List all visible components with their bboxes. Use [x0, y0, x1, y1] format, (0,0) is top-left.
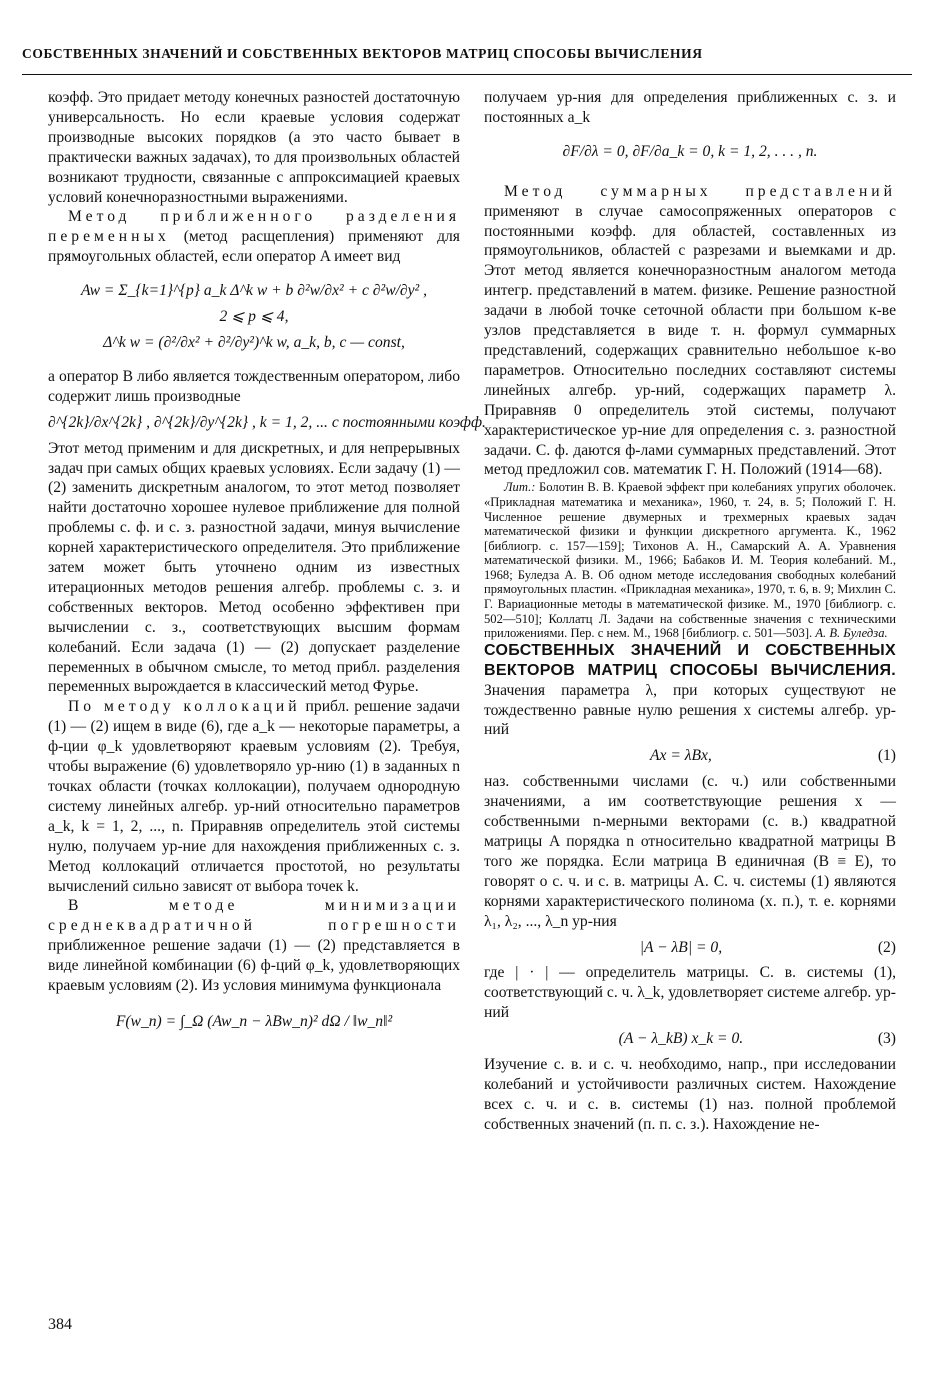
formula: Aw = Σ_{k=1}^{p} a_k Δ^k w + b ∂²w/∂x² + c ∂²w/∂y² , [80, 282, 428, 300]
page-number: 384 [48, 1316, 72, 1333]
equation [484, 938, 896, 958]
method-name: Метод приближенного разделения переменных [48, 208, 460, 246]
equation-number: (1) [877, 747, 896, 765]
formula: 2 ⩽ p ⩽ 4, [219, 308, 289, 326]
paragraph-text: прибл. решение задачи (1) — (2) ищем в виде (6), где a_k — некоторые параметры, а ф-ции φ_k удовлетворяют краевым условиям (2). Требуя, чтобы выражение (6) удовлетворяло ур-нию (1) в заданных n точках области (точках коллокации), получаем однородную систему линейных алгебр. ур-ний относительно параметров a_k, k = 1, 2, ..., n. Приравняв определитель этой системы нулю, получаем ур-ние для нахождения приближенных с. з. Метод коллокаций отличается простотой, но результаты вычислений сильно зависят от выбора точек k. [48, 698, 460, 895]
equation-body: |A − λB| = 0, [639, 938, 723, 956]
method-name: По методу коллокаций [68, 698, 301, 716]
formula: F(w_n) = ∫_Ω (Aw_n − λBw_n)² dΩ / ‖w_n‖² [115, 1012, 393, 1030]
paragraph: Этот метод применим и для дискретных, и для непрерывных задач при самых общих краевых условиях. Если задачу (1) — (2) заменить дискретным аналогом, то этот метод позволяет найти достаточно хорошее нулевое приближение для полной проблемы с. ф. и с. з. разностной задачи, минуя вычисление корней характеристического определителя. Это приближение затем может быть уточнено одним из известных итерационных методов решения алгебр. проблемы с. з. и собственных векторов. Метод особенно эффективен при вычислении с. з., соответствующих высшим формам колебаний. Если задача (1) — (2) допускает разделение переменных в обычном смысле, то метод прибл. разделения переменных вырождается в классический метод Фурье. [48, 439, 460, 696]
equation-body: Ax = λBx, [649, 747, 712, 765]
formula: ∂^{2k}/∂x^{2k} , ∂^{2k}/∂y^{2k} , k = 1, 2, ... с постоянными коэфф. [48, 413, 486, 431]
paragraph: Изучение с. в. и с. ч. необходимо, напр., при исследовании колебаний и устойчивости различных систем. Нахождение всех с. ч. и с. в. системы (1) наз. полной проблемой собственных значений (п. п. с. з.). Нахождение не- [484, 1056, 896, 1133]
equation-number: (2) [877, 938, 896, 956]
formula: Δ^k w = (∂²/∂x² + ∂²/∂y²)^k w, a_k, b, c — const, [103, 333, 405, 351]
paragraph-text: приближенное решение задачи (1) — (2) представляется в виде линейной комбинации (6) ф-ций φ_k, удовлетворяющих краевым условиям (2). Из условия минимума функционала [48, 937, 460, 995]
references-label: Лит.: [504, 480, 536, 495]
running-title: СОБСТВЕННЫХ ЗНАЧЕНИЙ И СОБСТВЕННЫХ ВЕКТОРОВ МАТРИЦ СПОСОБЫ ВЫЧИСЛЕНИЯ [22, 46, 703, 61]
equation-number: (3) [877, 1030, 896, 1048]
paragraph [48, 896, 460, 996]
header-rule [22, 74, 912, 75]
paragraph-text: (метод расщепления) применяют для прямоугольных областей, если оператор A имеет вид [48, 228, 460, 266]
references [484, 480, 896, 641]
paragraph: наз. собственными числами (с. ч.) или собственными значениями, а им соответствующие решения x — собственными n-мерными векторами (с. в.) квадратной матрицы A порядка n относительно квадратной матрицы B того же порядка. Если матрица B единичная (B ≡ E), то говорят о с. ч. и с. в. матрицы A. С. ч. системы (1) являются корнями характеристического полинома (х. п.), т. е. корнями λ₁, λ₂, ..., λ_n ур-ния [484, 773, 896, 930]
right-column [484, 88, 896, 1135]
formula: ∂F/∂λ = 0, ∂F/∂a_k = 0, k = 1, 2, . . . , n. [562, 142, 818, 160]
equation-body: (A − λ_kB) x_k = 0. [618, 1030, 744, 1048]
entry-heading: СОБСТВЕННЫХ ЗНАЧЕНИЙ И СОБСТВЕННЫХ ВЕКТОРОВ МАТРИЦ СПОСОБЫ ВЫЧИСЛЕНИЯ. [484, 641, 896, 679]
author: А. В. Буледза. [815, 626, 888, 641]
paragraph [48, 207, 460, 267]
method-name: В методе минимизации среднеквадратичной погрешности [48, 897, 460, 935]
references-text: Болотин В. В. Краевой эффект при колебаниях упругих оболочек. «Прикладная математика и механика», 1960, т. 24, в. 5; Положий Г. Н. Численное решение двумерных и трехмерных краевых задач математической физики и функции дискретного аргумента. К., 1962 [библиогр. с. 157—159]; Тихонов А. Н., Самарский А. А. Уравнения математической физики. М., 1966; Бабаков И. М. Теория колебаний. М., 1968; Буледза А. В. Об одном методе исследования свободных колебаний прямоугольных пластин. «Прикладная механика», 1970, т. 6, в. 9; Михлин С. Г. Вариационные методы в математической физике. М., 1970 [библиогр. с. 502—510]; Коллатц Л. Задачи на собственные значения с техническими приложениями. Пер. с нем. М., 1968 [библиогр. с. 501—503]. [484, 480, 896, 641]
paragraph [484, 641, 896, 741]
paragraph: где | · | — определитель матрицы. С. в. системы (1), соответствующий с. ч. λ_k, удовлетворяет системе алгебр. ур-ний [484, 964, 896, 1022]
paragraph-text: Значения параметра λ, при которых существуют не тождественно равные нулю решения x системы алгебр. ур-ний [484, 681, 896, 739]
paragraph: а оператор B либо является тождественным оператором, либо содержит лишь производные [48, 367, 460, 405]
left-column [48, 88, 486, 1038]
method-name: Метод суммарных представлений [504, 182, 896, 200]
paragraph [484, 182, 896, 481]
paragraph: получаем ур-ния для определения приближенных с. з. и постоянных a_k [484, 89, 896, 126]
equation [484, 1029, 896, 1049]
paragraph [48, 697, 460, 896]
equation [484, 746, 896, 766]
paragraph-text: применяют в случае самосопряженных операторов с постоянными коэфф. для областей, составленных из прямоугольников, областей с разрезами и выемками и др. Этот метод является конечноразностным аналогом метода интегр. представлений в матем. физике. Решение разностной задачи в любой точке сеточной области при большом к-ве узлов представляется в виде т. н. формул суммарных представлений, содержащих сравнительно небольшое к-во параметров. Относительно последних составляют системы линейных алгебр. ур-ний, содержащих параметр λ. Приравняв 0 определитель этой системы, получают характеристическое ур-ние для определения с. з. разностной задачи. С. ф. даются ф-лами суммарных представлений. Этот метод предложил сов. математик Г. Н. Положий (1914—68). [484, 202, 896, 479]
paragraph: коэфф. Это придает методу конечных разностей достаточную универсальность. Но если краевые условия содержат производные высоких порядков (а это часто бывает в практически важных задачах), то для произвольных областей возникают трудности, связанные с аппроксимацией краевых условий конечноразностными выражениями. [48, 89, 460, 206]
